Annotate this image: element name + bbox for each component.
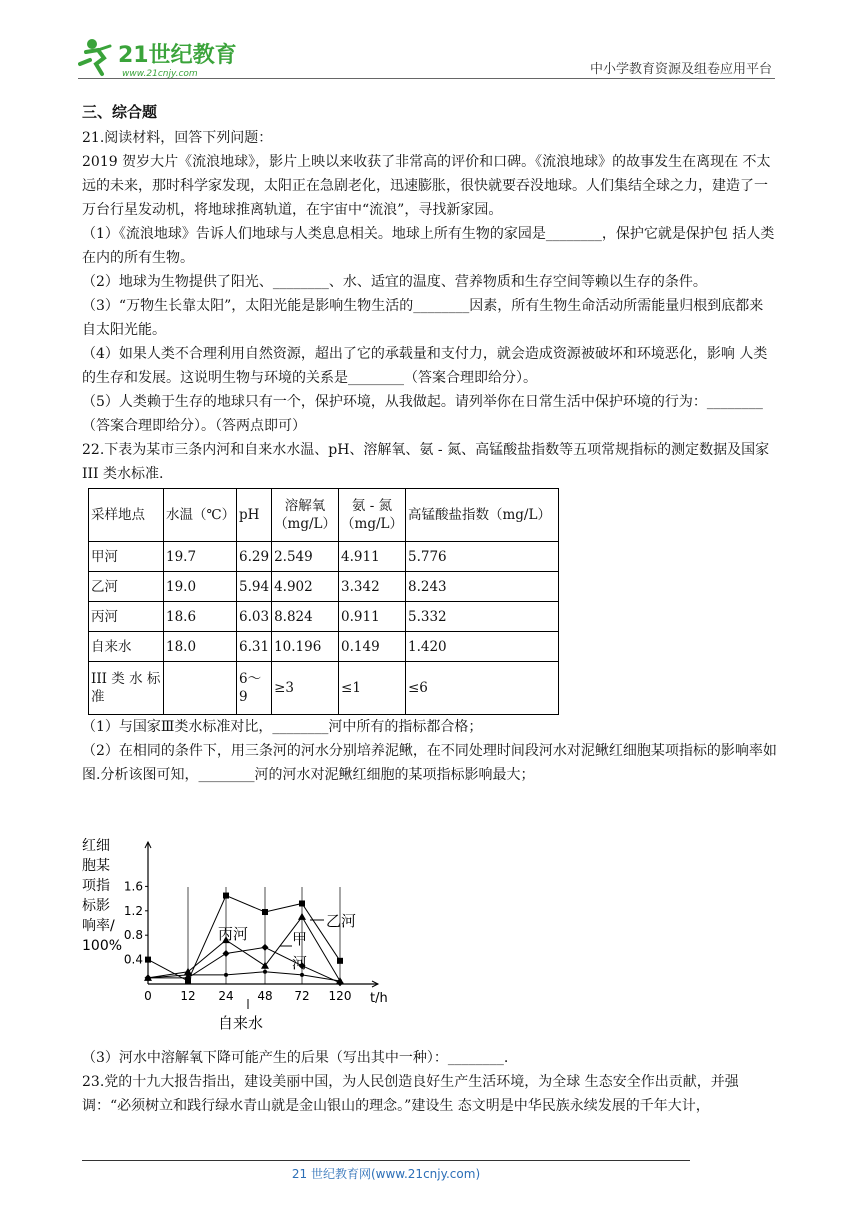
q22-part3: （3）河水中溶解氧下降可能产生的后果（写出其中一种）：________. [82,1050,509,1066]
table-cell: ≥3 [272,662,339,715]
y-axis-label: 红细 [82,838,110,854]
footer-text: 21 世纪教育网(www.21cnjy.com) [291,1167,481,1181]
runner-icon [80,39,110,74]
q23-text: 23.党的十九大报告指出，建设美丽中国，为人民创造良好生产生活环境，为全球 生态安全作出贡献，并强调：“必须树立和践行绿水青山就是金山银山的理念。”建设生 态文明是中华民族永续发展的千年大计， [82,1074,739,1114]
table-header-cell: pH [237,489,272,542]
data-point [223,893,229,899]
after-chart-content [82,1046,777,1118]
data-point [263,970,267,974]
footer-divider [82,1160,690,1161]
y-tick-label: 1.2 [123,903,143,918]
data-point [145,957,151,963]
table-row [89,602,559,632]
data-point [223,950,230,957]
y-axis-label: 项指 [82,878,110,894]
table-cell: 5.94 [237,572,272,602]
q21-part3: （3）“万物生长靠太阳”，太阳光能是影响生物生活的________因素，所有生物生命活动所需能量归根到底都来自太阳光能。 [82,298,764,338]
table-header-cell: 氨 - 氮（mg/L） [339,489,406,542]
table-cell: 5.776 [405,542,558,572]
x-tick-label: 24 [218,989,234,1003]
table-cell: 8.824 [272,602,339,632]
table-cell: 8.243 [405,572,558,602]
q22-part1: （1）与国家Ⅲ类水标准对比，________河中所有的指标都合格； [82,719,483,735]
x-tick-label: 12 [180,989,196,1003]
table-cell: 5.332 [405,602,558,632]
table-header-cell: 水温（℃） [164,489,237,542]
table-cell: 3.342 [339,572,406,602]
table-row [89,632,559,662]
table-cell: 6～9 [237,662,272,715]
table-cell: 2.549 [272,542,339,572]
q22-stem: 22.下表为某市三条内河和自来水水温、pH、溶解氧、氨 - 氮、高锰酸盐指数等五项常规指标的测定数据及国家 III 类水标准. [82,442,770,482]
x-tick-label: 120 [328,989,352,1003]
x-tick-label: 0 [144,989,152,1003]
table-cell: 乙河 [89,572,164,602]
data-point [146,976,150,980]
data-point [298,913,306,920]
y-axis-label: 100% [82,938,123,954]
y-axis-label: 胞某 [82,858,110,874]
table-cell: 19.7 [164,542,237,572]
series-label: 甲 [292,930,308,948]
y-tick-label: 0.4 [123,952,143,967]
data-point [262,909,268,915]
line-chart [78,832,408,1037]
x-axis-label: t/h [370,991,388,1006]
water-quality-table [88,488,559,715]
table-cell: 丙河 [89,602,164,632]
table-header-cell: 溶解氧（mg/L） [272,489,339,542]
table-cell: ≤6 [405,662,558,715]
table-header-cell: 采样地点 [89,489,164,542]
table-cell: ≤1 [339,662,406,715]
table-cell: 6.31 [237,632,272,662]
table-header-cell: 高锰酸盐指数（mg/L） [405,489,558,542]
data-point [338,979,342,983]
y-axis-label: 标影 [82,898,110,914]
q21-part4: （4）如果人类不合理利用自然资源，超出了它的承载量和支付力，就会造成资源被破坏和环境恶化，影响 人类的生存和发展。这说明生物与环境的关系是________（答案合理即给分）。 [82,346,768,386]
table-cell: 19.0 [164,572,237,602]
x-tick-label: 48 [257,989,273,1003]
table-cell: 0.149 [339,632,406,662]
table-cell: 4.902 [272,572,339,602]
table-cell: 6.03 [237,602,272,632]
site-logo [78,34,243,82]
q21-part5: （5）人类赖于生存的地球只有一个，保护环境，从我做起。请列举你在日常生活中保护环境的行为：________（答案合理即给分）。（答两点即可） [82,394,763,434]
table-cell: 自来水 [89,632,164,662]
table-cell: 18.6 [164,602,237,632]
q21-part1: （1）《流浪地球》告诉人们地球与人类息息相关。地球上所有生物的家园是________，保护它就是保护包 括人类在内的所有生物。 [82,226,775,266]
table-cell: 1.420 [405,632,558,662]
series-label: 丙河 [218,925,249,943]
q21-part2: （2）地球为生物提供了阳光、________、水、适宜的温度、营养物质和生存空间等赖以生存的条件。 [82,274,707,290]
q21-stem: 21.阅读材料，回答下列问题： [82,130,273,146]
y-tick-label: 0.8 [123,928,143,943]
data-point [299,900,305,906]
header-platform-text: 中小学教育资源及组卷应用平台 [589,62,772,77]
table-header-row [89,489,559,542]
table-cell: III 类 水 标 准 [89,662,164,715]
series-label: 自来水 [218,1014,264,1032]
data-point [300,973,304,977]
logo-text: 21世纪教育 [118,43,237,68]
table-cell: 18.0 [164,632,237,662]
series-line [148,947,340,982]
q21-material: 2019 贺岁大片《流浪地球》，影片上映以来收获了非常高的评价和口碑。《流浪地球》的故事发生在离现在 不太远的未来，那时科学家发现，太阳正在急剧老化，迅速膨胀，很快就要吞没地球。人们集结全球之力，建造了一万台行星发动机，将地球推离轨道，在宇宙中“流浪”，寻找新家园。 [82,154,771,218]
header-divider [78,78,775,79]
table-cell: 甲河 [89,542,164,572]
logo-url: www.21cnjy.com [122,69,198,79]
data-point [262,944,269,951]
table-cell: 10.196 [272,632,339,662]
section-title: 三、综合题 [82,103,158,121]
y-tick-label: 1.6 [123,879,143,894]
table-row [89,662,559,715]
table-cell: 4.911 [339,542,406,572]
table-row [89,572,559,602]
table-cell [164,662,237,715]
table-cell: 0.911 [339,602,406,632]
x-tick-label: 72 [294,989,310,1003]
main-content [82,100,777,787]
data-point [186,973,190,977]
data-point [337,958,343,964]
series-label: 河 [292,954,308,972]
q22-part2: （2）在相同的条件下，用三条河的河水分别培养泥鳅，在不同处理时间段河水对泥鳅红细胞某项指标的影响率如图.分析该图可知，________河的河水对泥鳅红细胞的某项指标影响最大； [82,743,777,783]
data-point [224,973,228,977]
table-row [89,542,559,572]
table-cell: 6.29 [237,542,272,572]
y-axis-label: 响率/ [82,918,115,934]
series-label: 乙河 [326,912,357,930]
